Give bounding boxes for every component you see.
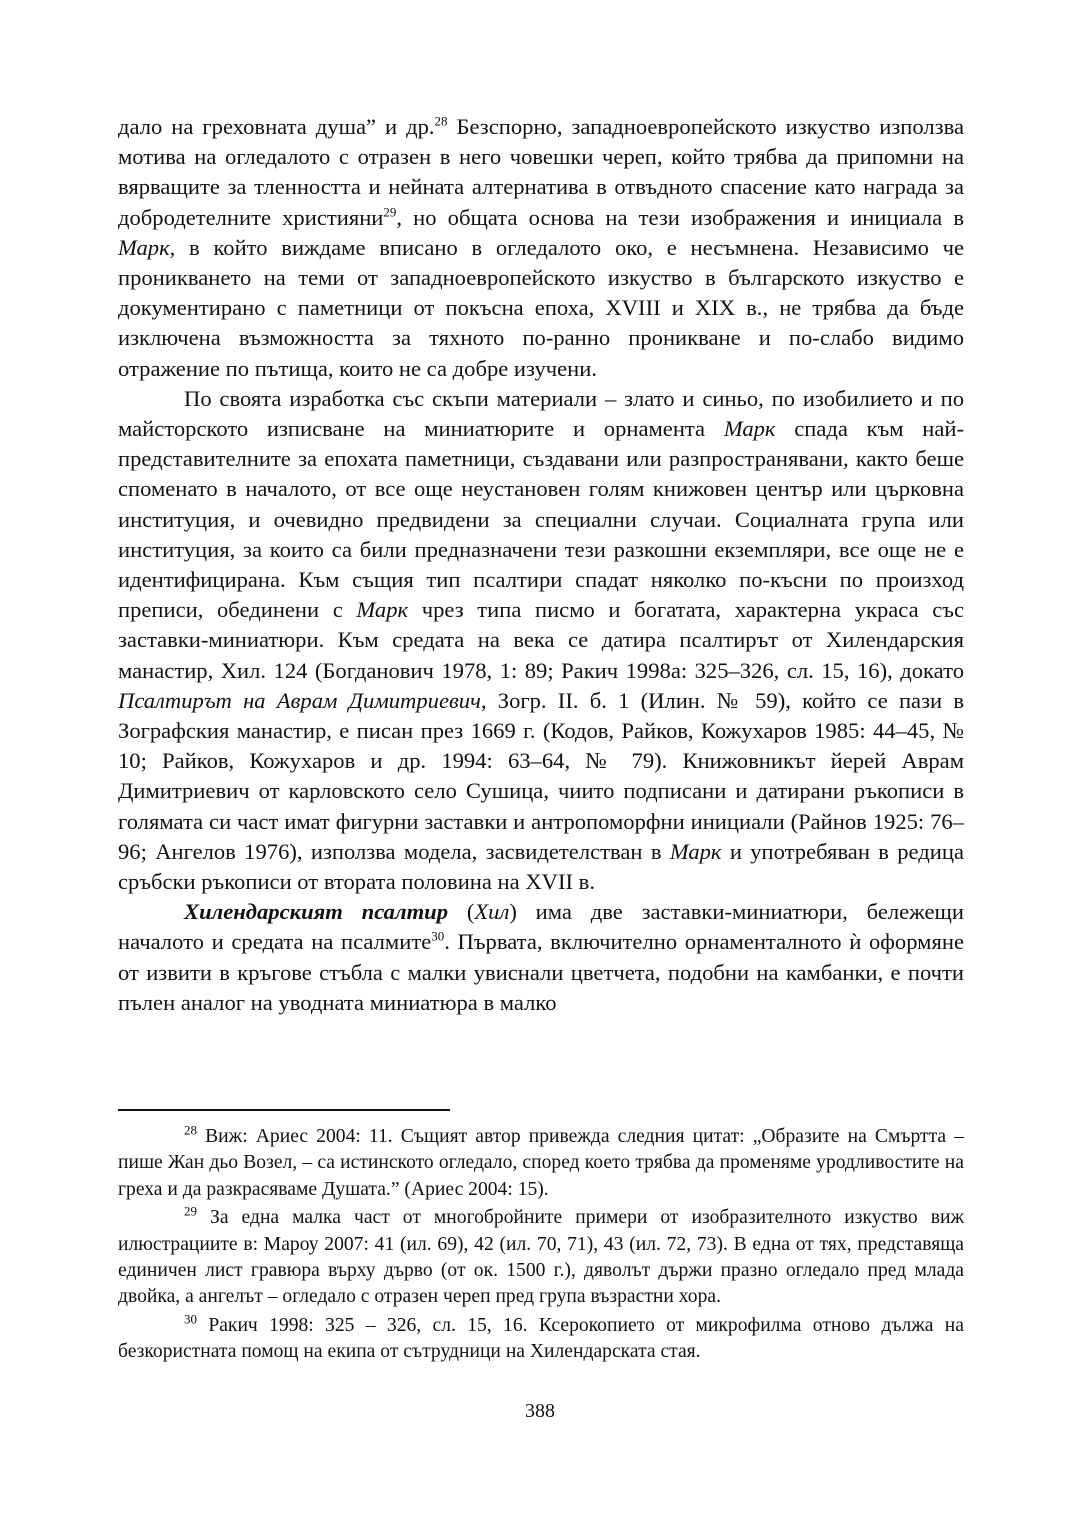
footnote-ref-30[interactable]: 30: [431, 928, 445, 944]
paragraph-1: [118, 112, 964, 384]
footnote-number: 28: [184, 1122, 197, 1138]
p2-italic-mark-2: Марк: [356, 597, 409, 623]
footnote-ref-29[interactable]: 29: [383, 204, 397, 220]
p2-italic-mark-3: Марк: [669, 838, 722, 864]
p2-text-e: и употребяван в редица сръбски ръкописи от втората половина на XVII в.: [118, 838, 964, 895]
footnote-text: Виж: Ариес 2004: 11. Същият автор привежда следния цитат: „Образите на Смъртта – пише Жан дьо Возел, – са истинското огледало, според което трябва да променяме уродливостите на греха и да разкрасяваме Душата.” (Ариес 2004: 15).: [118, 1126, 964, 1200]
footnotes: [118, 1124, 964, 1368]
p2-italic-psalter-title: Псалтирът на Аврам Димитриевич: [118, 687, 481, 713]
footnote-ref-28[interactable]: 28: [434, 113, 448, 129]
p1-text-d: , в който виждаме вписано в огледалото око, е несъмнена. Независимо че проникването на теми от западноевропейското изкуство в българското изкуство е документирано с паметници от покъсна епоха, XVIII и XIX в., не трябва да бъде изключена възможността за тяхното по-ранно проникване и по-слабо видимо отражение по пътища, които не са добре изучени.: [118, 234, 964, 381]
footnote-text: Ракич 1998: 325 – 326, сл. 15, 16. Ксерокопието от микрофилма отново дължа на безкористната помощ на екипа от сътрудници на Хилендарската стая.: [118, 1314, 964, 1363]
p2-text-c: чрез типа писмо и богатата, характерна украса със заставки-миниатюри. Към средата на века се датира псалтирът от Хилендарския манастир, Хил. 124 (Богданович 1978, 1: 89; Ракич 1998а: 325–326, сл. 15, 16), докато: [118, 597, 965, 683]
footnote-number: 30: [184, 1311, 197, 1327]
page-number: 388: [525, 1400, 555, 1422]
p1-italic-mark: Марк: [118, 234, 170, 260]
footnote-30: [118, 1313, 964, 1366]
paragraph-2: [118, 384, 964, 897]
footnote-number: 29: [184, 1203, 197, 1219]
footnote-text: За една малка част от многобройните примери от изобразителното изкуство виж илюстрациите в: Мароу 2007: 41 (ил. 69), 42 (ил. 70, 71), 43 (ил. 72, 73). В една от тях, представяща единичен лист гравюра върху дърво (от ок. 1500 г.), дяволът държи празно огледало пред млада двойка, а ангелът – огледало с отразен череп пред група възрастни хора.: [118, 1207, 964, 1308]
p2-italic-mark-1: Марк: [723, 416, 776, 442]
p2-text-a: По своята изработка със скъпи материали – злато и синьо, по изобилието и по майсторското изписване на миниатюрите и орнамента: [118, 385, 964, 442]
p3-bold-italic-title: Хилендарският псалтир: [184, 899, 449, 925]
footnote-28: [118, 1124, 964, 1203]
p2-text-b: спада към най-представителните за епохата паметници, създавани или разпространявани, както беше споменато в началото, от все още неустановен голям книжовен център или църковна институция, и очевидно предвидени за специални случаи. Социалната група или институция, за които са били предназначени тези разкошни екземпляри, все още не е идентифицирана. Към същия тип псалтири спадат няколко по-късни по произход преписи, обединени с: [118, 416, 964, 623]
p3-text-b: ) има две заставки-миниатюри, бележещи началото и средата на псалмите: [118, 899, 964, 955]
p2-text-d: , Зогр. II. б. 1 (Илин. № 59), който се пази в Зографския манастир, е писан през 1669 г. (Кодов, Райков, Кожухаров 1985: 44–45, № 10; Райков, Кожухаров и др. 1994: 63–64, № 79). Книжовникът йерей Аврам Димитриевич от карловското село Сушица, чиито подписани и датирани ръкописи в голямата си част имат фигурни заставки и антропоморфни инициали (Райнов 1925: 76–96; Ангелов 1976), използва модела, засвидетелстван в: [118, 687, 964, 864]
p3-text-c: . Първата, включително орнаменталното ѝ оформяне от извити в кръгове стъбла с малки увиснали цветчета, подобни на камбанки, е почти пълен аналог на уводната миниатюра в малко: [118, 929, 964, 1015]
footnote-29: [118, 1205, 964, 1311]
paragraph-3: [118, 897, 964, 1018]
main-text: [118, 112, 964, 1018]
p1-text-b: Безспорно, западноевропейското изкуство използва мотива на огледалото с отразен в него човешки череп, който трябва да припомни на вярващите за тленността и нейната алтернатива в отвъдното спасение като награда за добродетелните християни: [118, 114, 964, 230]
p1-text-a: дало на греховната душа” и др.: [118, 114, 435, 139]
p3-text-a: (: [448, 899, 475, 925]
footnote-separator: [118, 1109, 450, 1111]
p3-italic-hil: Хил: [474, 899, 510, 925]
p1-text-c: , но общата основа на тези изображения и инициала в: [396, 204, 964, 230]
